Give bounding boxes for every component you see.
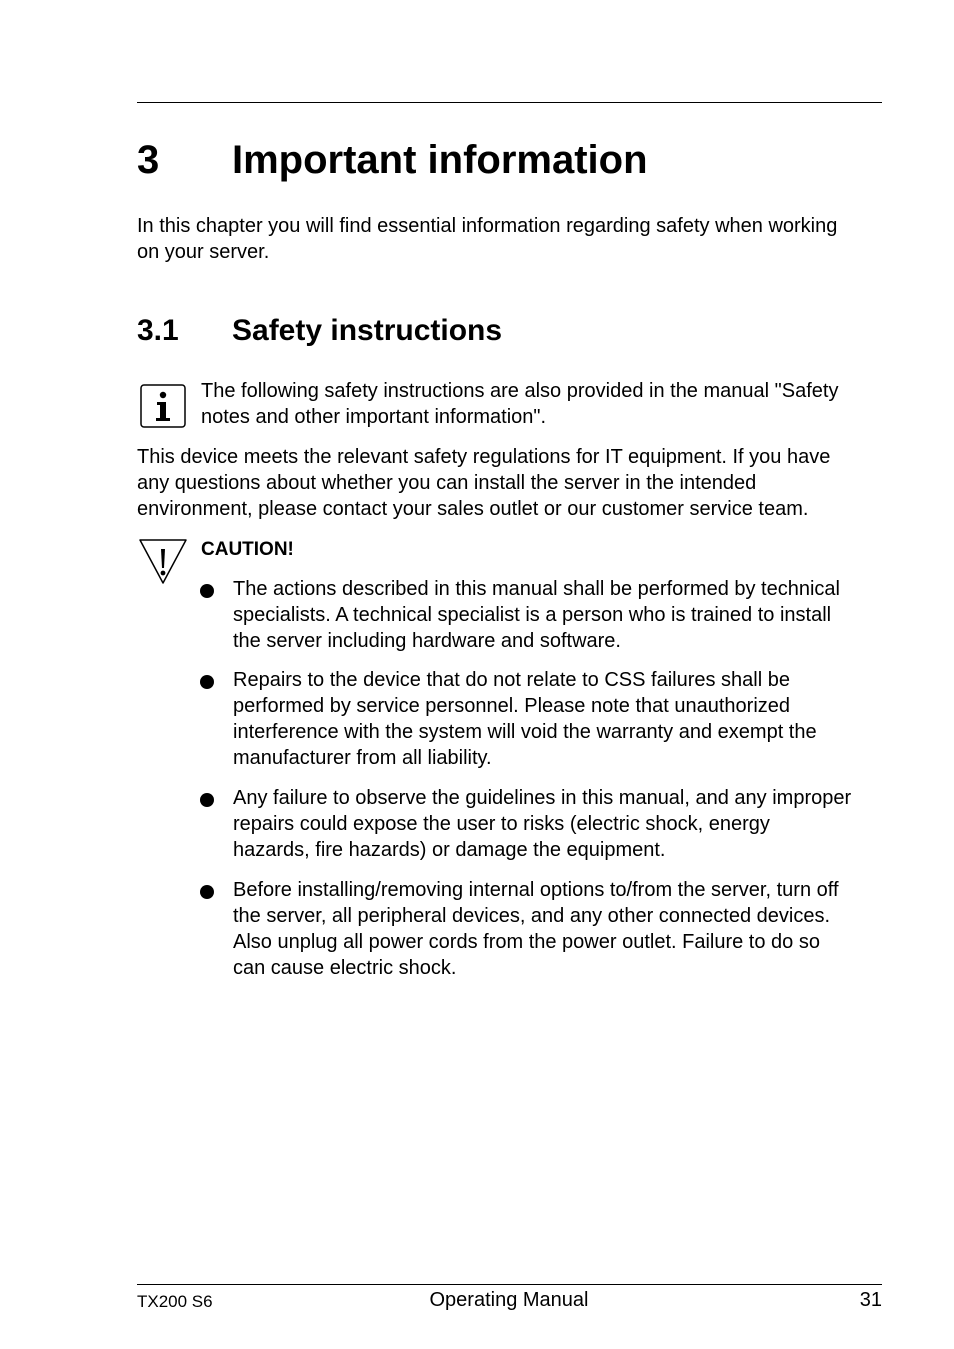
bullet-icon (200, 885, 214, 899)
caution-item-line: specialists. A technical specialist is a person who is trained to install (233, 604, 832, 626)
chapter-title: Important information (232, 138, 648, 182)
caution-item-line: The actions described in this manual shall be performed by technical (233, 578, 840, 600)
body-line: any questions about whether you can install the server in the intended (137, 472, 757, 494)
caution-item (233, 667, 893, 771)
intro-line: on your server. (137, 241, 270, 263)
caution-item-line: the server, all peripheral devices, and any other connected devices. (233, 905, 831, 927)
section-title: Safety instructions (232, 314, 503, 347)
caution-item-line: Repairs to the device that do not relate to CSS failures shall be (233, 669, 790, 691)
intro-paragraph (137, 213, 897, 265)
page-number: 31 (859, 1289, 882, 1311)
header-rule (137, 102, 882, 103)
caution-item-line: Any failure to observe the guidelines in this manual, and any improper (233, 787, 852, 809)
bullet-icon (200, 584, 214, 598)
bullet-icon (200, 793, 214, 807)
caution-item-line: Before installing/removing internal options to/from the server, turn off (233, 879, 839, 901)
info-icon (140, 384, 186, 428)
footer-rule (137, 1284, 882, 1285)
caution-item-line: repairs could expose the user to risks (electric shock, energy (233, 813, 770, 835)
info-note-line: notes and other important information". (201, 406, 547, 428)
caution-item-line: can cause electric shock. (233, 957, 457, 979)
caution-item-line: manufacturer from all liability. (233, 747, 492, 769)
caution-item-line: Also unplug all power cords from the power outlet. Failure to do so (233, 931, 820, 953)
caution-item-line: interference with the system will void the warranty and exempt the (233, 721, 817, 743)
body-line: environment, please contact your sales outlet or our customer service team. (137, 498, 809, 520)
body-line: This device meets the relevant safety regulations for IT equipment. If you have (137, 446, 831, 468)
caution-icon (136, 536, 190, 586)
info-note-line: The following safety instructions are also provided in the manual "Safety (201, 380, 839, 402)
body-paragraph (137, 444, 897, 522)
caution-item (233, 785, 893, 863)
intro-line: In this chapter you will find essential information regarding safety when working (137, 215, 838, 237)
footer-manual-title: Operating Manual (429, 1289, 589, 1311)
caution-item (233, 576, 893, 654)
caution-heading: CAUTION! (201, 539, 294, 560)
section-number: 3.1 (137, 314, 179, 347)
caution-item-line: hazards, fire hazards) or damage the equipment. (233, 839, 666, 861)
caution-item-line: the server including hardware and software. (233, 630, 621, 652)
footer-product: TX200 S6 (137, 1292, 213, 1311)
chapter-number: 3 (137, 138, 160, 182)
bullet-icon (200, 675, 214, 689)
caution-item (233, 877, 893, 981)
info-note (201, 378, 891, 430)
caution-item-line: performed by service personnel. Please note that unauthorized (233, 695, 791, 717)
